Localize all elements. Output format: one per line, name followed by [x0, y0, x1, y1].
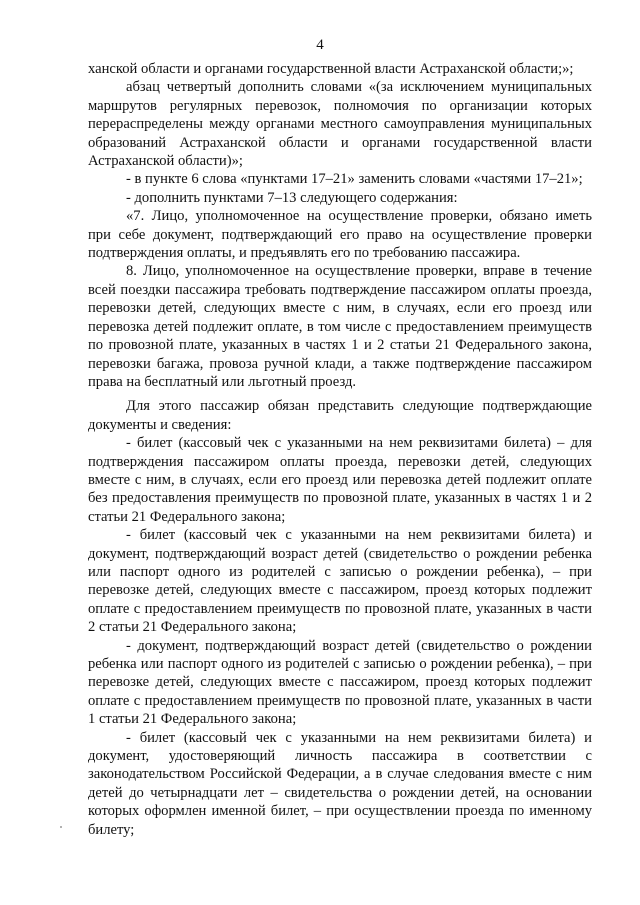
list-item-age-document: - документ, подтверждающий возраст детей (свидетельство о рождении ребенка или паспорт одного из родителей с записью о рождении ребенка), – при перевозке детей, следующих вместе с пассажиром, проезд которых подлежит оплате с предоставлением преимуществ по провозной плате, указанных в части 1 статьи 21 Федерального закона;: [88, 637, 592, 728]
paragraph-item-8: 8. Лицо, уполномоченное на осуществление проверки, вправе в течение всей поездки пассажира требовать подтверждение пассажиром оплаты проезда, перевозки детей, следующих вместе с ним, в случаях, если его проезд или перевозка детей подлежит оплате, в том числе с предоставлением преимуществ по провозной плате, указанных в частях 1 и 2 статьи 21 Федерального закона, перевозки багажа, провоза ручной клади, а также подтверждение пассажиром права на бесплатный или льготный проезд.: [88, 263, 592, 390]
paragraph-item-7: «7. Лицо, уполномоченное на осуществление проверки, обязано иметь при себе документ, подтверждающий его право на осуществление проверки подтверждения оплаты, и предъявлять его по требованию пассажира.: [88, 208, 592, 262]
paragraph-continuation: ханской области и органами государственной власти Астраханской области;»;: [88, 61, 574, 77]
paragraph-documents-intro: Для этого пассажир обязан представить следующие подтверждающие документы и сведения:: [88, 398, 592, 433]
list-item-ticket: - билет (кассовый чек с указанными на нем реквизитами билета) – для подтверждения пассажиром оплаты проезда, перевозки детей, следующих вместе с ним, в случаях, если его проезд или перевозка детей подлежит оплате без предоставления преимуществ по провозной плате, указанных в частях 1 и 2 статьи 21 Федерального закона;: [88, 435, 592, 525]
paragraph-dopolnit: - дополнить пунктами 7–13 следующего содержания:: [126, 189, 458, 206]
paragraph-punkt-6: - в пункте 6 слова «пунктами 17–21» заменить словами «частями 17–21»;: [126, 171, 583, 188]
document-body: [88, 60, 592, 839]
paragraph-abzac-chetvertyj: абзац четвертый дополнить словами «(за исключением муниципальных маршрутов регулярных перевозок, полномочия по организации которых перераспределены между органами местного самоуправления муниципальных образований Астраханской области и органами государственной власти Астраханской области)»;: [88, 79, 592, 170]
list-item-named-ticket: - билет (кассовый чек с указанными на нем реквизитами билета) и документ, удостоверяющий личность пассажира в соответствии с законодательством Российской Федерации, а в случае следования вместе с ним детей до четырнадцати лет – свидетельства о рождении детей, на основании которых оформлен именной билет, – при осуществлении проезда по именному билету;: [88, 729, 592, 838]
scan-speck: [60, 826, 62, 828]
list-item-ticket-and-age-document: - билет (кассовый чек с указанными на нем реквизитами билета) и документ, подтверждающий возраст детей (свидетельство о рождении ребенка или паспорт одного из родителей с записью о рождении ребенка), – при перевозке детей, следующих вместе с пассажиром, проезд которых подлежит оплате с предоставлением преимуществ по провозной плате, указанных в части 2 статьи 21 Федерального закона;: [88, 527, 592, 636]
page-number: 4: [316, 37, 324, 53]
